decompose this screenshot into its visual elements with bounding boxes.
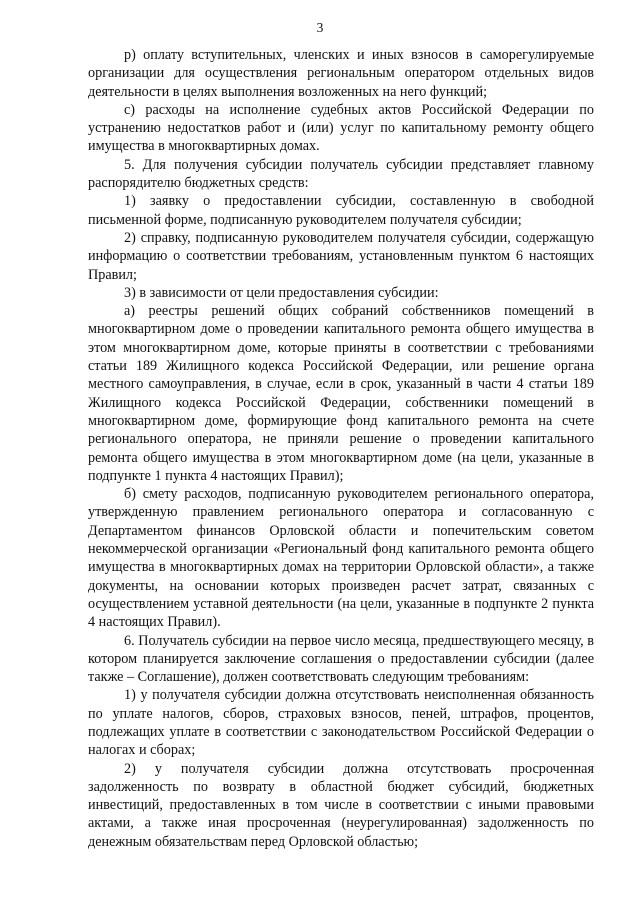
paragraph-5-subsidy-documents: 5. Для получения субсидии получатель субсидии представляет главному распорядителю бюджетных средств: <box>88 156 594 192</box>
paragraph-r-membership-fees: р) оплату вступительных, членских и иных взносов в саморегулируемые организации для осуществления региональным оператором отдельных видов деятельности в целях выполнения возложенных на него функций; <box>88 47 594 100</box>
page-number: 3 <box>316 20 324 35</box>
paragraph-5-1-application: 1) заявку о предоставлении субсидии, составленную в свободной письменной форме, подписанную руководителем получателя субсидии; <box>88 193 594 228</box>
paragraph-5-3-b-cost-estimate: б) смету расходов, подписанную руководителем регионального оператора, утвержденную правлением регионального оператора и согласованную с Департаментом финансов Орловской области и попечительским советом некоммерческой организации «Региональный фонд капитального ремонта общего имущества в многоквартирных домах на территории Орловской области», а также документы, на основании которых произведен расчет затрат, связанных с осуществлением уставной деятельности (на цели, указанные в подпункте 2 пункта 4 настоящих Правил). <box>88 486 594 631</box>
paragraph-5-3-a-registers: а) реестры решений общих собраний собственников помещений в многоквартирном доме о проведении капитального ремонта общего имущества в этом многоквартирном доме, которые приняты в соответствии с требованиями статьи 189 Жилищного кодекса Российской Федерации, или решение органа местного самоуправления, в случае, если в срок, указанный в части 4 статьи 189 Жилищного кодекса Российской Федерации, собственники помещений в многоквартирном доме, формирующие фонд капитального ремонта на счете регионального оператора, не приняли решение о проведении капитального ремонта общего имущества в этом многоквартирном доме (на цели, указанные в подпункте 1 пункта 4 настоящих Правил); <box>88 303 594 484</box>
paragraph-6-recipient-requirements: 6. Получатель субсидии на первое число месяца, предшествующего месяцу, в котором планируется заключение соглашения о предоставлении субсидии (далее также – Соглашение), должен соответствовать следующим требованиям: <box>88 632 594 686</box>
paragraph-6-2-no-overdue-debt: 2) у получателя субсидии должна отсутствовать просроченная задолженность по возврату в областной бюджет субсидий, бюджетных инвестиций, предоставленных в том числе в соответствии с иными правовыми актами, а также иная просроченная (неурегулированная) задолженность по денежным обязательствам перед Орловской областью; <box>88 760 594 850</box>
paragraph-5-2-certificate: 2) справку, подписанную руководителем получателя субсидии, содержащую информацию о соответствии требованиям, установленным пунктом 6 настоящих Правил; <box>88 229 594 283</box>
paragraph-5-3-by-purpose: 3) в зависимости от цели предоставления субсидии: <box>124 284 439 301</box>
paragraph-s-court-acts: с) расходы на исполнение судебных актов Российской Федерации по устранению недостатков работ и (или) услуг по капитальному ремонту общего имущества в многоквартирных домах. <box>88 101 594 155</box>
document-body <box>88 46 594 851</box>
paragraph-6-1-no-tax-debt: 1) у получателя субсидии должна отсутствовать неисполненная обязанность по уплате налогов, сборов, страховых взносов, пеней, штрафов, процентов, подлежащих уплате в соответствии с законодательством Российской Федерации о налогах и сборах; <box>88 687 594 759</box>
